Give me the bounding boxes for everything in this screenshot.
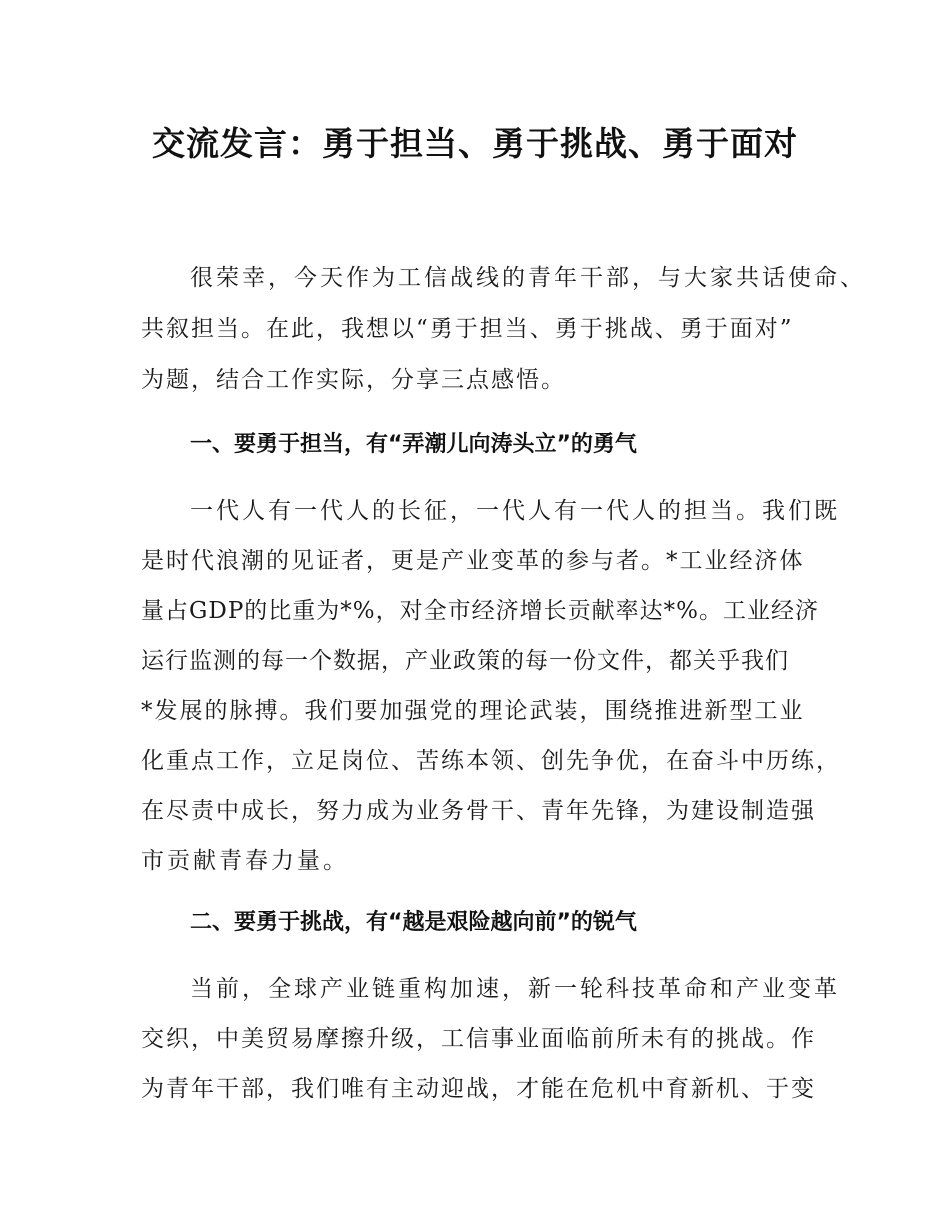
section-heading-1: 一、要勇于担当，有“弄潮儿向涛头立”的勇气 [190,432,637,457]
document-title: 交流发言：勇于担当、勇于挑战、勇于面对 [152,124,798,163]
section-1-line: 量占GDP的比重为*%，对全市经济增长贡献率达*%。工业经济 [141,598,819,624]
section-1-line: 化重点工作，立足岗位、苦练本领、创先争优，在奋斗中历练， [141,748,841,774]
section-2-line: 当前，全球产业链重构加速，新一轮科技革命和产业变革 [190,976,840,1002]
section-1-line: 市贡献青春力量。 [141,848,349,874]
section-2-line: 为青年干部，我们唯有主动迎战，才能在危机中育新机、于变 [141,1076,816,1102]
section-heading-2: 二、要勇于挑战，有“越是艰险越向前”的锐气 [190,910,637,935]
section-1-line: 在尽责中成长，努力成为业务骨干、青年先锋，为建设制造强 [141,798,816,824]
section-1-line: 运行监测的每一个数据，产业政策的每一份文件，都关乎我们 [141,648,789,674]
section-1-line: *发展的脉搏。我们要加强党的理论武装，围绕推进新型工业 [141,698,805,724]
section-1-line: 是时代浪潮的见证者，更是产业变革的参与者。*工业经济体 [141,548,805,574]
intro-line: 很荣幸，今天作为工信战线的青年干部，与大家共话使命、 [190,265,866,291]
intro-line: 为题，结合工作实际，分享三点感悟。 [141,367,566,393]
section-2-line: 交织，中美贸易摩擦升级，工信事业面临前所未有的挑战。作 [141,1026,816,1052]
intro-line: 共叙担当。在此，我想以“勇于担当、勇于挑战、勇于面对” [141,316,794,342]
section-1-line: 一代人有一代人的长征，一代人有一代人的担当。我们既 [190,498,840,524]
